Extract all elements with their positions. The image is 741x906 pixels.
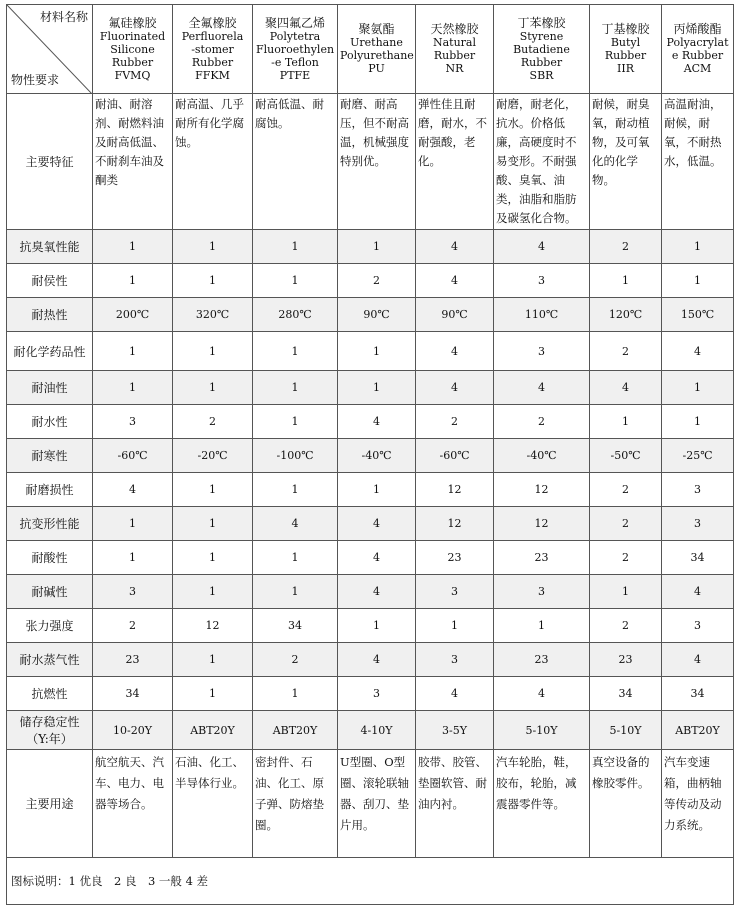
row-label: 抗变形性能	[7, 507, 93, 541]
property-row	[7, 711, 734, 750]
value-cell: 3	[662, 507, 734, 541]
value-cell: 1	[253, 230, 338, 264]
row-label: 耐水蒸气性	[7, 643, 93, 677]
value-cell: 3-5Y	[416, 711, 494, 750]
value-cell: 2	[590, 473, 662, 507]
value-cell: 3	[494, 264, 590, 298]
value-cell: 4	[416, 677, 494, 711]
value-cell: 1	[590, 264, 662, 298]
value-cell: 23	[590, 643, 662, 677]
value-cell: 1	[93, 541, 173, 575]
value-cell: 2	[338, 264, 416, 298]
value-cell: 2	[416, 405, 494, 439]
value-cell: 4	[416, 371, 494, 405]
value-cell: 4	[416, 332, 494, 371]
value-cell: 200℃	[93, 298, 173, 332]
value-cell: -40℃	[338, 439, 416, 473]
value-cell: 4	[494, 371, 590, 405]
row-label: 耐侯性	[7, 264, 93, 298]
property-row	[7, 264, 734, 298]
row-label: 耐磨损性	[7, 473, 93, 507]
material-header-2: 聚四氟乙烯 Polytetra Fluoroethylen -e Teflon PTFE	[253, 5, 338, 94]
property-row	[7, 405, 734, 439]
material-header-6: 丁基橡胶 Butyl Rubber IIR	[590, 5, 662, 94]
corner-bottom-left-label: 物性要求	[11, 73, 60, 87]
value-cell: 3	[662, 473, 734, 507]
value-cell: 1	[173, 371, 253, 405]
value-cell: 10-20Y	[93, 711, 173, 750]
value-cell: ABT20Y	[253, 711, 338, 750]
value-cell: 1	[338, 473, 416, 507]
property-rows	[7, 230, 734, 750]
value-cell: 1	[93, 332, 173, 371]
row-label: 耐热性	[7, 298, 93, 332]
value-cell: 1	[173, 643, 253, 677]
value-cell: 2	[93, 609, 173, 643]
row-label: 主要用途	[7, 750, 93, 858]
value-cell: 1	[590, 575, 662, 609]
value-cell: 4	[416, 230, 494, 264]
property-row	[7, 371, 734, 405]
value-cell: 4	[494, 230, 590, 264]
value-cell: 1	[494, 609, 590, 643]
use-cell: 真空设备的橡胶零件。	[590, 750, 662, 858]
value-cell: 1	[253, 541, 338, 575]
value-cell: 5-10Y	[590, 711, 662, 750]
value-cell: ABT20Y	[173, 711, 253, 750]
value-cell: 4	[416, 264, 494, 298]
property-row	[7, 473, 734, 507]
value-cell: 1	[253, 371, 338, 405]
value-cell: 23	[494, 643, 590, 677]
value-cell: 1	[93, 230, 173, 264]
value-cell: 4	[338, 643, 416, 677]
property-row	[7, 507, 734, 541]
corner-cell	[7, 5, 93, 94]
corner-top-right-label: 材料名称	[39, 10, 88, 24]
value-cell: 1	[93, 371, 173, 405]
value-cell: 1	[253, 332, 338, 371]
value-cell: 1	[173, 677, 253, 711]
value-cell: 1	[173, 230, 253, 264]
feature-cell: 耐磨、耐高压，但不耐高温，机械强度特别优。	[338, 94, 416, 230]
value-cell: -60℃	[416, 439, 494, 473]
features-row	[7, 94, 734, 230]
property-row	[7, 332, 734, 371]
value-cell: 1	[338, 609, 416, 643]
value-cell: 2	[590, 609, 662, 643]
value-cell: 4	[253, 507, 338, 541]
value-cell: 1	[416, 609, 494, 643]
use-cell: U型圈、O型圈、滚轮联轴器、刮刀、垫片用。	[338, 750, 416, 858]
value-cell: 1	[93, 507, 173, 541]
value-cell: 3	[338, 677, 416, 711]
header-row	[7, 5, 734, 94]
value-cell: 3	[494, 332, 590, 371]
value-cell: 5-10Y	[494, 711, 590, 750]
use-cell: 石油、化工、半导体行业。	[173, 750, 253, 858]
value-cell: -60℃	[93, 439, 173, 473]
row-label: 耐化学药品性	[7, 332, 93, 371]
uses-row	[7, 750, 734, 858]
value-cell: 4	[338, 541, 416, 575]
value-cell: 2	[590, 332, 662, 371]
row-label: 抗燃性	[7, 677, 93, 711]
value-cell: 1	[662, 264, 734, 298]
legend-row	[7, 858, 734, 905]
value-cell: 1	[173, 473, 253, 507]
value-cell: 4	[590, 371, 662, 405]
value-cell: 3	[416, 643, 494, 677]
value-cell: 90℃	[416, 298, 494, 332]
value-cell: 1	[173, 332, 253, 371]
value-cell: -50℃	[590, 439, 662, 473]
value-cell: 120℃	[590, 298, 662, 332]
value-cell: 4	[338, 575, 416, 609]
value-cell: 90℃	[338, 298, 416, 332]
value-cell: 4	[662, 643, 734, 677]
property-row	[7, 230, 734, 264]
value-cell: 3	[416, 575, 494, 609]
row-label: 耐寒性	[7, 439, 93, 473]
value-cell: 4	[494, 677, 590, 711]
material-header-1: 全氟橡胶 Perfluorela -stomer Rubber FFKM	[173, 5, 253, 94]
value-cell: 1	[253, 575, 338, 609]
value-cell: 3	[662, 609, 734, 643]
value-cell: 1	[173, 575, 253, 609]
value-cell: 4	[338, 507, 416, 541]
feature-cell: 耐油、耐溶剂、耐燃料油及耐高低温、不耐刹车油及酮类	[93, 94, 173, 230]
value-cell: 34	[93, 677, 173, 711]
value-cell: 1	[253, 473, 338, 507]
property-row	[7, 609, 734, 643]
value-cell: 1	[93, 264, 173, 298]
value-cell: 1	[662, 405, 734, 439]
value-cell: 4	[338, 405, 416, 439]
value-cell: 1	[173, 264, 253, 298]
value-cell: 3	[494, 575, 590, 609]
material-header-0: 氟硅橡胶 Fluorinated Silicone Rubber FVMQ	[93, 5, 173, 94]
row-label: 抗臭氧性能	[7, 230, 93, 264]
use-cell: 汽车轮胎，鞋，胶布，轮胎，减震器零件等。	[494, 750, 590, 858]
row-label: 耐碱性	[7, 575, 93, 609]
value-cell: 4	[93, 473, 173, 507]
row-label: 张力强度	[7, 609, 93, 643]
property-row	[7, 298, 734, 332]
value-cell: 1	[253, 405, 338, 439]
property-row	[7, 439, 734, 473]
value-cell: 1	[253, 264, 338, 298]
value-cell: 1	[253, 677, 338, 711]
value-cell: -25℃	[662, 439, 734, 473]
use-cell: 汽车变速箱，曲柄轴等传动及动力系统。	[662, 750, 734, 858]
value-cell: 1	[662, 230, 734, 264]
use-cell: 胶带、胶管、垫圈软管、耐油内衬。	[416, 750, 494, 858]
use-cell: 密封件、石油、化工、原子弹、防熔垫圈。	[253, 750, 338, 858]
material-header-4: 天然橡胶 Natural Rubber NR	[416, 5, 494, 94]
value-cell: 2	[590, 507, 662, 541]
feature-cell: 耐高温、几乎耐所有化学腐蚀。	[173, 94, 253, 230]
feature-cell: 弹性佳且耐磨，耐水，不耐强酸，老化。	[416, 94, 494, 230]
value-cell: 34	[662, 541, 734, 575]
feature-cell: 耐候，耐臭氧，耐动植物，及可氧化的化学物。	[590, 94, 662, 230]
value-cell: -40℃	[494, 439, 590, 473]
row-label: 主要特征	[7, 94, 93, 230]
feature-cell: 高温耐油，耐候，耐氧，不耐热水，低温。	[662, 94, 734, 230]
value-cell: 1	[338, 230, 416, 264]
property-row	[7, 643, 734, 677]
value-cell: 1	[173, 507, 253, 541]
value-cell: -20℃	[173, 439, 253, 473]
rubber-properties-table	[6, 4, 734, 905]
row-label: 耐油性	[7, 371, 93, 405]
value-cell: 150℃	[662, 298, 734, 332]
value-cell: 280℃	[253, 298, 338, 332]
value-cell: -100℃	[253, 439, 338, 473]
value-cell: 2	[253, 643, 338, 677]
property-row	[7, 575, 734, 609]
material-header-3: 聚氨酯 Urethane Polyurethane PU	[338, 5, 416, 94]
value-cell: 320℃	[173, 298, 253, 332]
value-cell: 34	[590, 677, 662, 711]
row-label: 耐水性	[7, 405, 93, 439]
value-cell: 12	[416, 507, 494, 541]
row-label: 耐酸性	[7, 541, 93, 575]
value-cell: 12	[173, 609, 253, 643]
use-cell: 航空航天、汽车、电力、电器等场合。	[93, 750, 173, 858]
value-cell: 3	[93, 575, 173, 609]
value-cell: 12	[494, 473, 590, 507]
value-cell: 4-10Y	[338, 711, 416, 750]
value-cell: 2	[590, 541, 662, 575]
value-cell: 34	[253, 609, 338, 643]
value-cell: 2	[173, 405, 253, 439]
material-header-5: 丁苯橡胶 Styrene Butadiene Rubber SBR	[494, 5, 590, 94]
value-cell: 2	[494, 405, 590, 439]
value-cell: 1	[338, 371, 416, 405]
value-cell: 4	[662, 575, 734, 609]
value-cell: 1	[173, 541, 253, 575]
value-cell: 23	[494, 541, 590, 575]
value-cell: 110℃	[494, 298, 590, 332]
property-row	[7, 541, 734, 575]
value-cell: 4	[662, 332, 734, 371]
legend-note: 图标说明：1 优良 2 良 3 一般 4 差	[7, 858, 734, 905]
value-cell: 3	[93, 405, 173, 439]
value-cell: 23	[416, 541, 494, 575]
value-cell: 2	[590, 230, 662, 264]
row-label: 储存稳定性（Y:年）	[7, 711, 93, 750]
value-cell: ABT20Y	[662, 711, 734, 750]
value-cell: 1	[338, 332, 416, 371]
property-row	[7, 677, 734, 711]
material-header-7: 丙烯酸酯 Polyacrylat e Rubber ACM	[662, 5, 734, 94]
feature-cell: 耐高低温、耐腐蚀。	[253, 94, 338, 230]
feature-cell: 耐磨，耐老化，抗水。价格低廉，高硬度时不易变形。不耐强酸、臭氧、油类，油脂和脂肪及碳氢化合物。	[494, 94, 590, 230]
value-cell: 23	[93, 643, 173, 677]
value-cell: 1	[590, 405, 662, 439]
value-cell: 12	[494, 507, 590, 541]
value-cell: 1	[662, 371, 734, 405]
value-cell: 12	[416, 473, 494, 507]
value-cell: 34	[662, 677, 734, 711]
